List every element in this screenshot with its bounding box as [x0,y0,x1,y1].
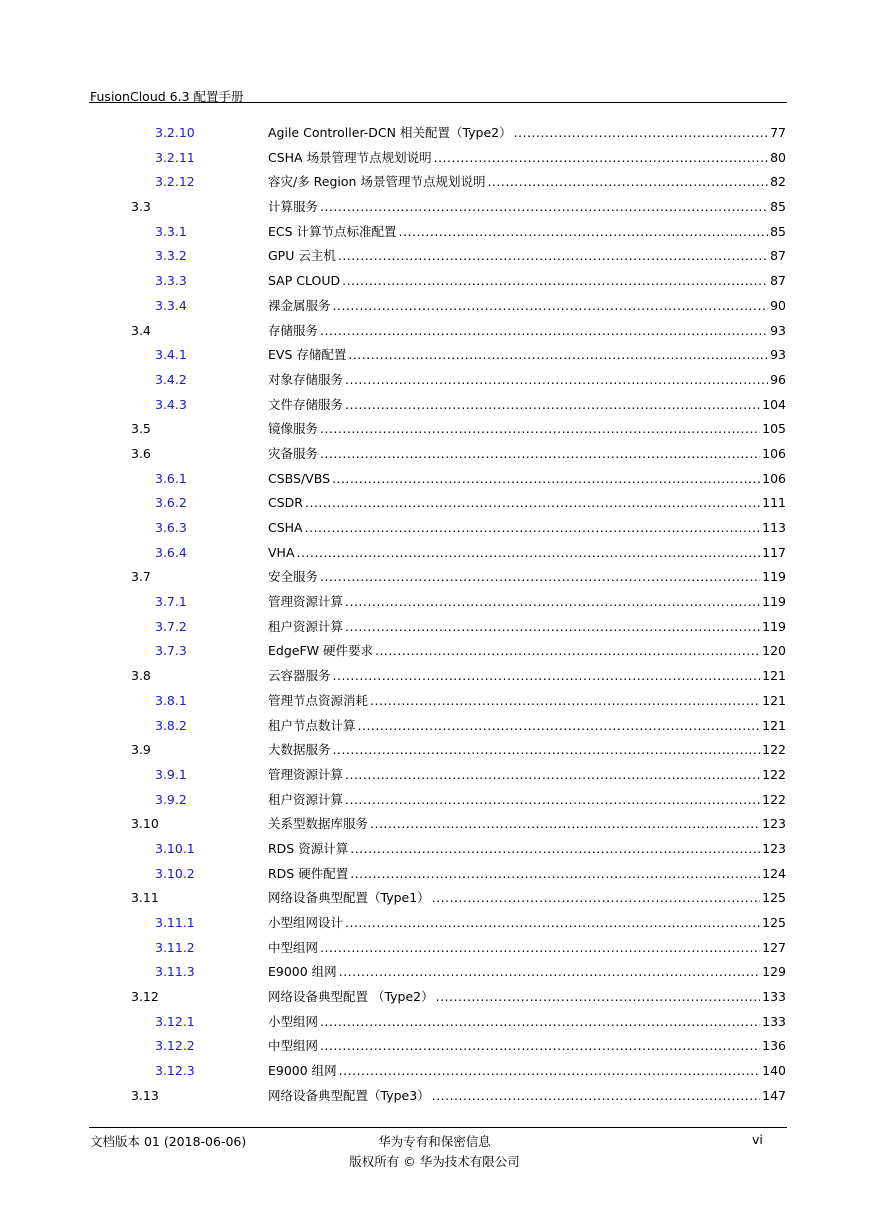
toc-entry-number[interactable]: 3.12.1 [155,1013,195,1029]
toc-entry[interactable] [0,886,869,911]
toc-entry-line[interactable] [268,1059,786,1084]
toc-entry-number[interactable]: 3.6.1 [155,470,187,486]
toc-entry-page-number[interactable]: 123 [762,816,786,832]
toc-entry[interactable] [0,368,869,393]
toc-entry-line[interactable] [268,689,786,714]
toc-dot-leader [320,936,760,961]
toc-dot-leader [434,146,769,171]
toc-entry[interactable] [0,516,869,541]
toc-entry[interactable] [0,714,869,739]
toc-entry-page-number[interactable]: 121 [762,717,786,733]
toc-entry-line[interactable] [268,763,786,788]
toc-entry-page-number[interactable]: 125 [762,915,786,930]
toc-entry-number[interactable]: 3.12.3 [155,1063,195,1079]
toc-entry-page-number[interactable]: 87 [770,273,786,289]
footer-copyright: 版权所有 © 华为技术有限公司 [349,1154,520,1169]
toc-entry-title[interactable]: 小型组网设计 [268,915,344,930]
toc-dot-leader [370,812,760,837]
toc-entry-line[interactable] [268,442,786,467]
toc-entry-page-number[interactable]: 93 [770,347,786,363]
toc-entry-line[interactable] [268,1084,786,1109]
toc-entry-title[interactable]: 网络设备典型配置（Type1） [268,890,430,906]
toc-entry-line[interactable] [268,294,786,319]
toc-dot-leader [345,368,768,393]
toc-entry-line[interactable] [268,960,786,985]
toc-entry[interactable] [0,590,869,615]
toc-entry-page-number[interactable]: 85 [770,223,786,239]
toc-dot-leader [305,491,760,516]
toc-entry-title[interactable]: 镜像服务 [268,421,319,437]
toc-entry-number[interactable]: 3.3.2 [155,248,187,264]
toc-entry-number: 3.13 [131,1087,159,1103]
toc-dot-leader [399,220,769,245]
toc-entry[interactable] [0,960,869,985]
toc-entry-page-number[interactable]: 125 [762,890,786,906]
toc-entry-title[interactable]: CSHA [268,520,303,535]
toc-entry-title[interactable]: 中型组网 [268,1038,319,1054]
toc-dot-leader [436,985,761,1010]
toc-entry-title[interactable]: 小型组网 [268,1013,319,1029]
toc-dot-leader [320,442,760,467]
toc-entry-number[interactable]: 3.10.2 [155,865,195,881]
toc-entry[interactable] [0,1084,869,1109]
toc-entry-number[interactable]: 3.2.12 [155,174,195,190]
toc-entry-number: 3.5 [131,421,151,437]
toc-entry-title[interactable]: SAP CLOUD [268,273,341,289]
toc-entry-title[interactable]: 管理节点资源消耗 [268,692,369,708]
toc-entry-number[interactable]: 3.12.2 [155,1038,195,1054]
toc-entry-page-number[interactable]: 119 [762,594,786,610]
toc-entry[interactable] [0,417,869,442]
toc-dot-leader [345,763,760,788]
toc-entry-number[interactable]: 3.8.1 [155,692,187,708]
toc-entry-page-number[interactable]: 111 [762,495,786,511]
toc-entry-title[interactable]: 文件存储服务 [268,396,344,412]
toc-dot-leader [345,393,760,418]
toc-entry-line[interactable] [268,639,786,664]
toc-entry-line[interactable] [268,319,786,344]
toc-entry[interactable] [0,763,869,788]
toc-entry[interactable] [0,343,869,368]
toc-entry[interactable] [0,639,869,664]
toc-entry[interactable] [0,615,869,640]
toc-entry-line[interactable] [268,491,786,516]
footer-confidential: 华为专有和保密信息 [378,1134,491,1149]
toc-entry-line[interactable] [268,170,786,195]
toc-entry-line[interactable] [268,516,786,541]
toc-entry[interactable] [0,862,869,887]
toc-entry-title[interactable]: EVS 存储配置 [268,347,347,363]
toc-entry-page-number[interactable]: 127 [762,939,786,955]
toc-dot-leader [305,516,761,541]
toc-dot-leader [370,689,760,714]
toc-dot-leader [375,639,760,664]
toc-entry-title[interactable]: E9000 组网 [268,964,337,980]
footer-page-number: vi [752,1132,763,1147]
toc-entry-line[interactable] [268,343,786,368]
toc-entry-number[interactable]: 3.11.2 [155,939,195,955]
toc-entry-number[interactable]: 3.8.2 [155,717,187,733]
toc-entry-number: 3.6 [131,445,151,461]
toc-entry-number[interactable]: 3.2.11 [155,149,195,165]
footer-doc-version: 文档版本 01 (2018-06-06) [90,1134,247,1149]
toc-entry-title[interactable]: EdgeFW 硬件要求 [268,643,373,659]
toc-entry-line[interactable] [268,393,786,418]
toc-entry[interactable] [0,220,869,245]
toc-entry-title[interactable]: CSHA 场景管理节点规划说明 [268,149,432,165]
toc-entry-line[interactable] [268,220,786,245]
toc-entry-line[interactable] [268,146,786,171]
toc-entry-page-number[interactable]: 82 [770,174,786,190]
toc-entry[interactable] [0,1059,869,1084]
toc-entry[interactable] [0,788,869,813]
toc-entry-title[interactable]: 中型组网 [268,939,319,955]
toc-entry-line[interactable] [268,738,786,763]
toc-dot-leader [350,837,760,862]
toc-entry-line[interactable] [268,862,786,887]
toc-entry-line[interactable] [268,985,786,1010]
toc-entry-line[interactable] [268,195,786,220]
toc-dot-leader [358,714,761,739]
toc-entry-page-number[interactable]: 121 [762,668,786,684]
toc-dot-leader [514,121,768,146]
toc-entry-page-number[interactable]: 85 [770,199,786,215]
toc-entry-line[interactable] [268,1034,786,1059]
toc-entry-title[interactable]: ECS 计算节点标准配置 [268,223,397,239]
toc-dot-leader [333,664,761,689]
toc-entry[interactable] [0,664,869,689]
toc-entry[interactable] [0,911,869,936]
toc-dot-leader [487,170,768,195]
toc-entry-title[interactable]: VHA [268,544,295,560]
toc-entry-title[interactable]: 安全服务 [268,569,319,585]
toc-entry-page-number[interactable]: 122 [762,791,786,807]
toc-entry[interactable] [0,121,869,146]
toc-entry[interactable] [0,565,869,590]
toc-entry-title[interactable]: 租户节点数计算 [268,717,356,733]
toc-dot-leader [320,195,768,220]
toc-entry-page-number[interactable]: 133 [762,1013,786,1029]
toc-entry-number: 3.12 [131,989,159,1005]
toc-entry-line[interactable] [268,812,786,837]
toc-entry-title[interactable]: 管理资源计算 [268,766,344,782]
toc-entry-line[interactable] [268,565,786,590]
toc-entry[interactable] [0,985,869,1010]
toc-entry-number: 3.7 [131,569,151,585]
toc-entry-title[interactable]: 云容器服务 [268,668,331,684]
toc-entry-line[interactable] [268,911,786,936]
toc-dot-leader [345,788,760,813]
toc-entry[interactable] [0,294,869,319]
toc-entry-line[interactable] [268,541,786,566]
toc-entry-page-number[interactable]: 119 [762,569,786,585]
toc-entry-number[interactable]: 3.7.1 [155,594,187,610]
toc-entry-number[interactable]: 3.6.2 [155,495,187,511]
toc-entry-number[interactable]: 3.3.3 [155,273,187,289]
toc-entry-title[interactable]: CSBS/VBS [268,470,331,486]
toc-entry-page-number[interactable]: 119 [762,618,786,634]
toc-entry-number[interactable]: 3.11.3 [155,964,195,980]
toc-entry-number: 3.4 [131,322,151,338]
toc-entry-title[interactable]: 管理资源计算 [268,594,344,610]
toc-entry[interactable] [0,541,869,566]
toc-entry-number: 3.9 [131,742,151,758]
toc-entry-number[interactable]: 3.11.1 [155,915,195,930]
toc-entry-page-number[interactable]: 96 [770,371,786,387]
toc-entry[interactable] [0,146,869,171]
toc-entry-line[interactable] [268,664,786,689]
toc-dot-leader [345,615,760,640]
toc-entry-title[interactable]: 容灾/多 Region 场景管理节点规划说明 [268,174,486,190]
toc-entry-title[interactable]: 存储服务 [268,322,319,338]
toc-entry-number[interactable]: 3.4.1 [155,347,187,363]
toc-entry-line[interactable] [268,467,786,492]
toc-entry[interactable] [0,319,869,344]
footer-divider [89,1127,787,1128]
toc-entry-title[interactable]: 租户资源计算 [268,618,344,634]
toc-entry-number[interactable]: 3.2.10 [155,125,195,140]
toc-entry[interactable] [0,195,869,220]
toc-entry-title[interactable]: 计算服务 [268,199,319,215]
toc-entry[interactable] [0,467,869,492]
toc-dot-leader [320,319,768,344]
toc-entry-page-number[interactable]: 133 [762,989,786,1005]
toc-dot-leader [432,886,760,911]
toc-dot-leader [348,343,768,368]
toc-entry-line[interactable] [268,837,786,862]
toc-entry-title[interactable]: Agile Controller-DCN 相关配置（Type2） [268,125,512,140]
toc-dot-leader [338,244,768,269]
toc-entry-page-number[interactable]: 136 [762,1038,786,1054]
toc-entry-page-number[interactable]: 129 [762,964,786,980]
toc-dot-leader [345,911,760,936]
toc-entry-number[interactable]: 3.7.3 [155,643,187,659]
toc-entry-line[interactable] [268,788,786,813]
toc-entry-title[interactable]: 关系型数据库服务 [268,816,369,832]
toc-entry-number[interactable]: 3.7.2 [155,618,187,634]
toc-entry-page-number[interactable]: 104 [762,396,786,412]
toc-entry-page-number[interactable]: 80 [770,149,786,165]
toc-entry-line[interactable] [268,121,786,146]
toc-entry-page-number[interactable]: 105 [762,421,786,437]
toc-entry[interactable] [0,936,869,961]
toc-entry-page-number[interactable]: 106 [762,445,786,461]
toc-entry[interactable] [0,689,869,714]
toc-entry-page-number[interactable]: 123 [762,840,786,856]
toc-entry-line[interactable] [268,1010,786,1035]
toc-entry[interactable] [0,393,869,418]
toc-entry-page-number[interactable]: 140 [762,1063,786,1079]
toc-entry-number[interactable]: 3.4.2 [155,371,187,387]
toc-entry-page-number[interactable]: 77 [770,125,786,140]
toc-entry[interactable] [0,738,869,763]
toc-dot-leader [345,590,760,615]
toc-entry-line[interactable] [268,269,786,294]
toc-entry-line[interactable] [268,417,786,442]
toc-entry-page-number[interactable]: 87 [770,248,786,264]
toc-dot-leader [332,467,760,492]
toc-entry-number[interactable]: 3.10.1 [155,840,195,856]
toc-entry[interactable] [0,1010,869,1035]
toc-entry[interactable] [0,837,869,862]
toc-entry[interactable] [0,244,869,269]
toc-entry-title[interactable]: 灾备服务 [268,445,319,461]
toc-entry-line[interactable] [268,368,786,393]
table-of-contents [0,121,869,1109]
toc-entry-line[interactable] [268,244,786,269]
toc-entry-page-number[interactable]: 122 [762,766,786,782]
toc-dot-leader [350,862,760,887]
toc-entry-number[interactable]: 3.6.3 [155,520,187,535]
toc-dot-leader [320,417,760,442]
toc-entry-title[interactable]: RDS 资源计算 [268,840,349,856]
toc-entry-line[interactable] [268,936,786,961]
toc-entry-title[interactable]: 裸金属服务 [268,297,331,313]
toc-entry-number[interactable]: 3.9.1 [155,766,187,782]
toc-entry-title[interactable]: 网络设备典型配置（Type3） [268,1087,430,1103]
toc-entry-number: 3.11 [131,890,159,906]
toc-dot-leader [320,1034,760,1059]
toc-entry-number: 3.8 [131,668,151,684]
toc-dot-leader [342,269,768,294]
toc-entry-number: 3.3 [131,199,151,215]
toc-entry-line[interactable] [268,714,786,739]
toc-entry-page-number[interactable]: 121 [762,692,786,708]
toc-entry-page-number[interactable]: 106 [762,470,786,486]
toc-dot-leader [432,1084,760,1109]
toc-dot-leader [339,1059,760,1084]
toc-entry-title[interactable]: 网络设备典型配置 （Type2） [268,989,434,1005]
toc-entry[interactable] [0,442,869,467]
toc-entry-title[interactable]: E9000 组网 [268,1063,337,1079]
toc-entry-number: 3.10 [131,816,159,832]
toc-dot-leader [297,541,761,566]
toc-entry-page-number[interactable]: 124 [762,865,786,881]
toc-entry-line[interactable] [268,615,786,640]
toc-entry[interactable] [0,1034,869,1059]
toc-entry-number[interactable]: 3.3.1 [155,223,187,239]
toc-entry-title[interactable]: 对象存储服务 [268,371,344,387]
toc-entry-title[interactable]: 租户资源计算 [268,791,344,807]
toc-entry[interactable] [0,170,869,195]
toc-entry-page-number[interactable]: 90 [770,297,786,313]
toc-entry-line[interactable] [268,590,786,615]
toc-entry-number[interactable]: 3.4.3 [155,396,187,412]
header-divider [89,102,787,103]
page-header-title: FusionCloud 6.3 配置手册 [90,89,244,104]
toc-entry-number[interactable]: 3.3.4 [155,297,187,313]
toc-dot-leader [320,1010,760,1035]
toc-entry-title[interactable]: GPU 云主机 [268,248,336,264]
toc-dot-leader [333,738,761,763]
toc-entry-page-number[interactable]: 120 [762,643,786,659]
toc-entry-page-number[interactable]: 122 [762,742,786,758]
toc-dot-leader [339,960,760,985]
toc-entry-page-number[interactable]: 113 [762,520,786,535]
toc-entry-page-number[interactable]: 147 [762,1087,786,1103]
toc-dot-leader [333,294,769,319]
toc-entry-title[interactable]: 大数据服务 [268,742,331,758]
toc-entry[interactable] [0,269,869,294]
toc-entry-title[interactable]: CSDR [268,495,303,511]
toc-entry-line[interactable] [268,886,786,911]
toc-entry-page-number[interactable]: 117 [762,544,786,560]
toc-entry-number[interactable]: 3.9.2 [155,791,187,807]
toc-entry[interactable] [0,491,869,516]
toc-entry-number[interactable]: 3.6.4 [155,544,187,560]
toc-dot-leader [320,565,760,590]
toc-entry[interactable] [0,812,869,837]
toc-entry-title[interactable]: RDS 硬件配置 [268,865,349,881]
toc-entry-page-number[interactable]: 93 [770,322,786,338]
